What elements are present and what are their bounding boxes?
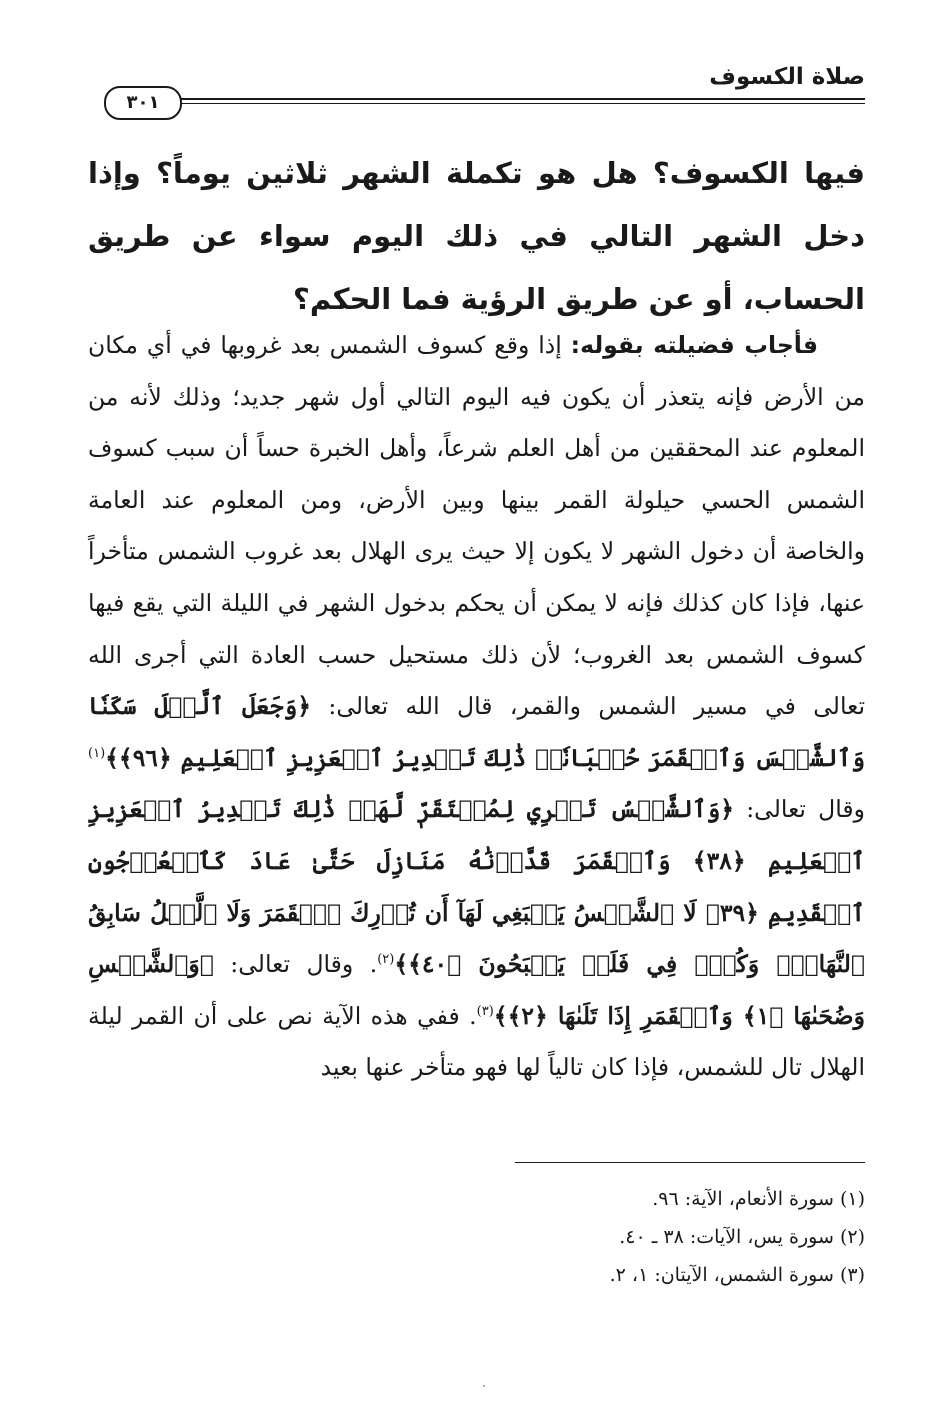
header-rule — [180, 98, 865, 100]
answer-label: فأجاب فضيلته بقوله: — [570, 331, 819, 359]
footnote-2: (٢) سورة يس، الآيات: ٣٨ ـ ٤٠. — [619, 1226, 865, 1248]
scan-speck — [483, 1385, 485, 1387]
footnote-ref-1: (١) — [88, 745, 106, 761]
page-number: ٣٠١ — [104, 86, 182, 120]
quran-verse-2: ﴿وَٱلشَّمۡسُ تَجۡرِي لِمُسۡتَقَرّٖ لَّهَاۚ ذَٰلِكَ تَقۡدِيرُ ٱلۡعَزِيزِ ٱلۡعَلِيمِ ﴿٣٨﴾ وَٱلۡقَمَرَ قَدَّرۡنَٰهُ مَنَازِلَ حَتَّىٰ عَادَ كَٱلۡعُرۡجُونِ ٱلۡقَدِيمِ ﴿٣٩﴾ لَا ٱلشَّمۡسُ يَنۢبَغِي لَهَآ أَن تُدۡرِكَ ٱلۡقَمَرَ وَلَا ٱلَّيۡلُ سَابِقُ ٱلنَّهَارِۚ وَكُلّٞ فِي فَلَكٖ يَسۡبَحُونَ ﴿٤٠﴾﴾ — [88, 795, 866, 979]
answer-paragraph — [88, 320, 865, 1094]
footnote-1: (١) سورة الأنعام، الآية: ٩٦. — [652, 1188, 865, 1210]
footnote-ref-3: (٣) — [476, 1003, 494, 1019]
answer-text-2: وقال تعالى: — [734, 795, 865, 824]
footnote-separator — [515, 1162, 865, 1163]
footnote-ref-2: (٢) — [377, 952, 395, 968]
footnotes-list — [88, 1180, 865, 1294]
quran-verse-3: ﴿وَٱلشَّمۡسِ وَضُحَىٰهَا ﴿١﴾ وَٱلۡقَمَرِ إِذَا تَلَىٰهَا ﴿٢﴾﴾ — [88, 950, 865, 1030]
answer-text-3: . وقال تعالى: — [213, 950, 378, 979]
answer-text-4: . ففي هذه الآية نص على أن القمر ليلة الهلال تال للشمس، فإذا كان تالياً لها فهو متأخر عنها بعيد — [88, 1001, 865, 1082]
footnote-3: (٣) سورة الشمس، الآيتان: ١، ٢. — [609, 1264, 865, 1286]
running-title: صلاة الكسوف — [709, 64, 865, 90]
answer-text-1: إذا وقع كسوف الشمس بعد غروبها في أي مكان من الأرض فإنه يتعذر أن يكون فيه اليوم التالي أول شهر جديد؛ وذلك لأنه من المعلوم عند المحققين من أهل العلم شرعاً، وأهل الخبرة حساً أن سبب كسوف الشمس الحسي حيلولة القمر بينها وبين الأرض، ومن المعلوم عند العامة والخاصة أن دخول الشهر لا يكون إلا حيث يرى الهلال بعد غروب الشمس متأخراً عنها، فإذا كان كذلك فإنه لا يمكن أن يحكم بدخول الشهر في الليلة التي يقع فيها كسوف الشمس بعد الغروب؛ لأن ذلك مستحيل حسب العادة التي أجرى الله تعالى في مسير الشمس والقمر، قال الله تعالى: — [88, 331, 866, 721]
quran-verse-1: ﴿وَجَعَلَ ٱلَّيۡلَ سَكَنٗا وَٱلشَّمۡسَ وَٱلۡقَمَرَ حُسۡبَانٗاۚ ذَٰلِكَ تَقۡدِيرُ ٱلۡعَزِيزِ ٱلۡعَلِيمِ ﴿٩٦﴾﴾ — [88, 692, 865, 772]
header-rule-thin — [180, 103, 865, 104]
answer-body — [88, 320, 865, 1094]
question-text: فيها الكسوف؟ هل هو تكملة الشهر ثلاثين يوماً؟ وإذا دخل الشهر التالي في ذلك اليوم سواء عن طريق الحساب، أو عن طريق الرؤية فما الحكم؟ — [88, 156, 865, 316]
